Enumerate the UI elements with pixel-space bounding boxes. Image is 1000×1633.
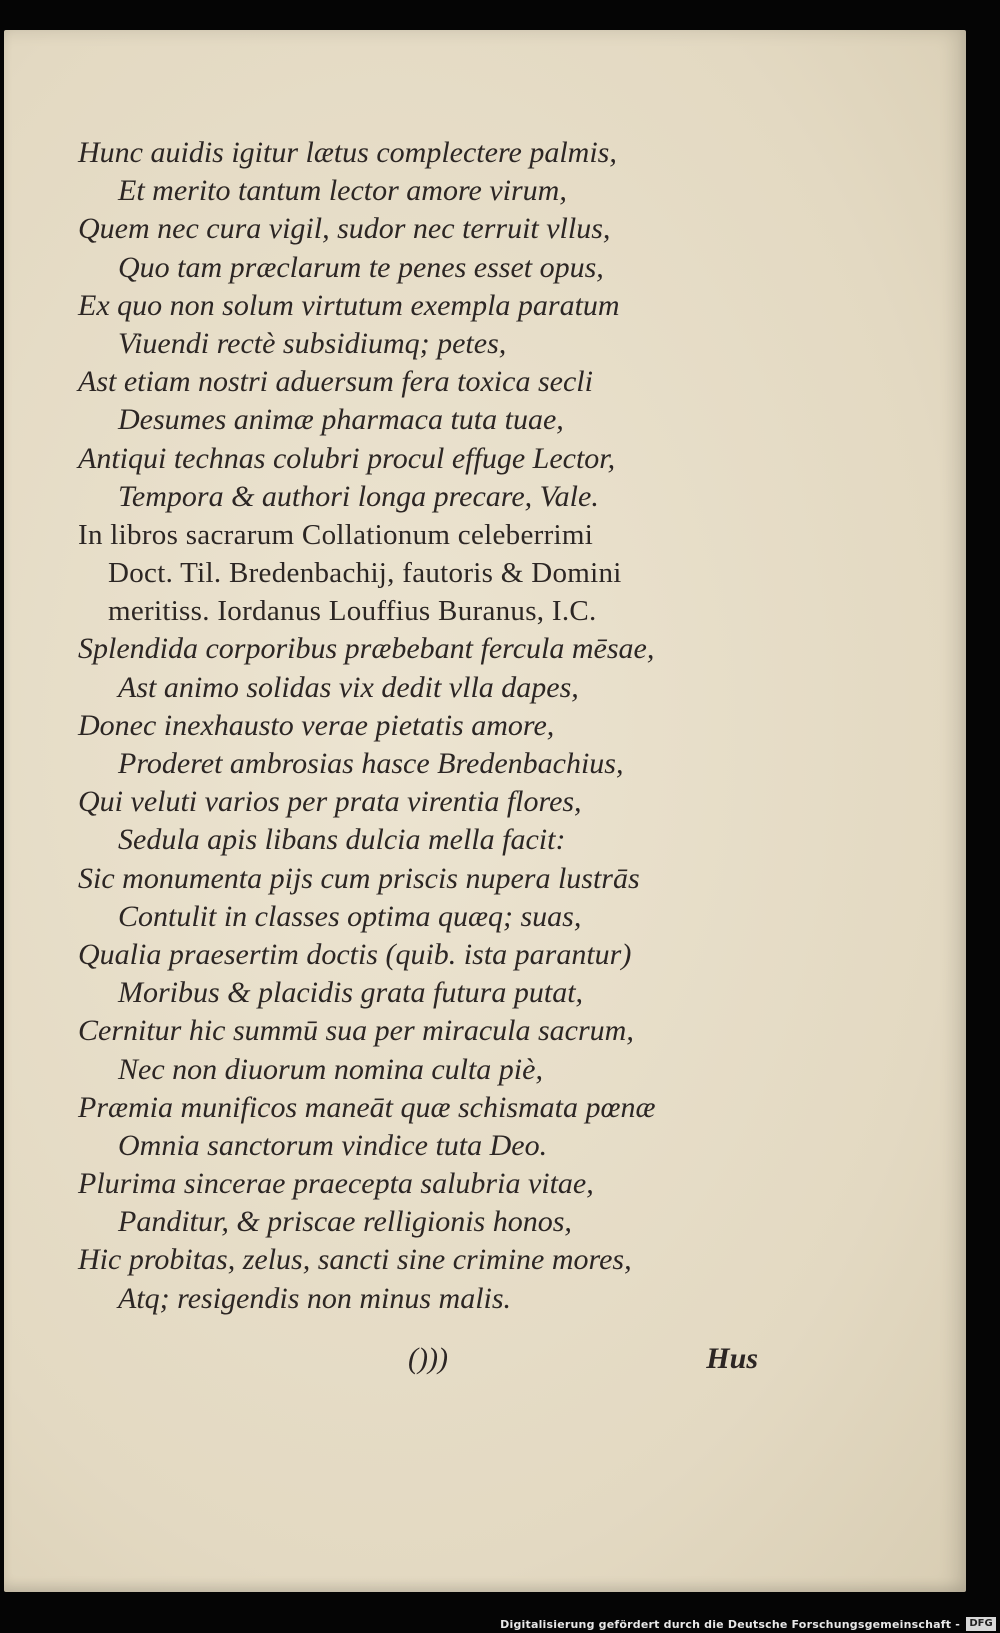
verse-line: Tempora & authori longa precare, Vale.	[118, 479, 599, 513]
verse-line: Panditur, & priscae relligionis honos,	[118, 1205, 572, 1239]
verse-line: Proderet ambrosias hasce Bredenbachius,	[118, 747, 624, 780]
verse-line: Moribus & placidis grata futura putat,	[118, 976, 584, 1010]
verse-line: Quem nec cura vigil, sudor nec terruit vllus,	[78, 212, 611, 246]
verse-line: Plurima sincerae praecepta salubria vitae,	[78, 1167, 594, 1201]
verse-line: Viuendi rectè subsidiumq; petes,	[118, 326, 507, 360]
verse-line: Donec inexhausto verae pietatis amore,	[78, 708, 555, 742]
verse-line: Præmia munificos maneāt quæ schismata pœnæ	[78, 1090, 656, 1124]
heading-line: In libros sacrarum Collationum celeberrimi	[78, 518, 594, 551]
verse-line: Contulit in classes optima quæq; suas,	[118, 899, 582, 933]
dfg-logo: DFG	[966, 1617, 996, 1631]
heading-line: Doct. Til. Bredenbachij, fautoris & Domini	[108, 557, 622, 590]
verse-line: Sedula apis libans dulcia mella facit:	[118, 823, 566, 857]
verse-line: Splendida corporibus præbebant fercula mēsae,	[78, 632, 655, 666]
verse-line: Cernitur hic summū sua per miracula sacrum,	[78, 1014, 634, 1048]
catchword: Hus	[706, 1342, 758, 1375]
dedicatory-poem-1	[78, 134, 758, 516]
verse-line: Atq; resigendis non minus malis.	[118, 1281, 512, 1315]
verse-line: Desumes animæ pharmaca tuta tuae,	[118, 403, 564, 437]
verse-line: Hic probitas, zelus, sancti sine crimine mores,	[78, 1243, 632, 1277]
page-footer	[78, 1342, 758, 1382]
verse-line: Antiqui technas colubri procul effuge Lector,	[78, 441, 616, 475]
signature-mark: ()))	[408, 1342, 448, 1375]
verse-line: Hunc auidis igitur lætus complectere palmis,	[78, 136, 617, 169]
verse-line: Omnia sanctorum vindice tuta Deo.	[118, 1128, 548, 1162]
verse-line: Qui veluti varios per prata virentia flores,	[78, 785, 582, 819]
heading-line: meritiss. Iordanus Louffius Buranus, I.C.	[108, 595, 597, 628]
verse-line: Et merito tantum lector amore virum,	[118, 174, 567, 208]
dedicatory-poem-2	[78, 630, 758, 1317]
verse-line: Nec non diuorum nomina culta piè,	[118, 1052, 543, 1086]
book-page	[4, 30, 966, 1592]
verse-line: Ast animo solidas vix dedit vlla dapes,	[118, 670, 579, 704]
text-block	[78, 134, 758, 1318]
digitization-credit: Digitalisierung gefördert durch die Deutsche Forschungsgemeinschaft -	[500, 1618, 960, 1631]
verse-line: Ex quo non solum virtutum exempla paratum	[78, 288, 620, 322]
poem-heading	[78, 516, 758, 631]
verse-line: Ast etiam nostri aduersum fera toxica secli	[78, 365, 593, 399]
verse-line: Sic monumenta pijs cum priscis nupera lustrās	[78, 861, 640, 895]
verse-line: Quo tam præclarum te penes esset opus,	[118, 250, 604, 284]
verse-line: Qualia praesertim doctis (quib. ista parantur)	[78, 937, 632, 971]
